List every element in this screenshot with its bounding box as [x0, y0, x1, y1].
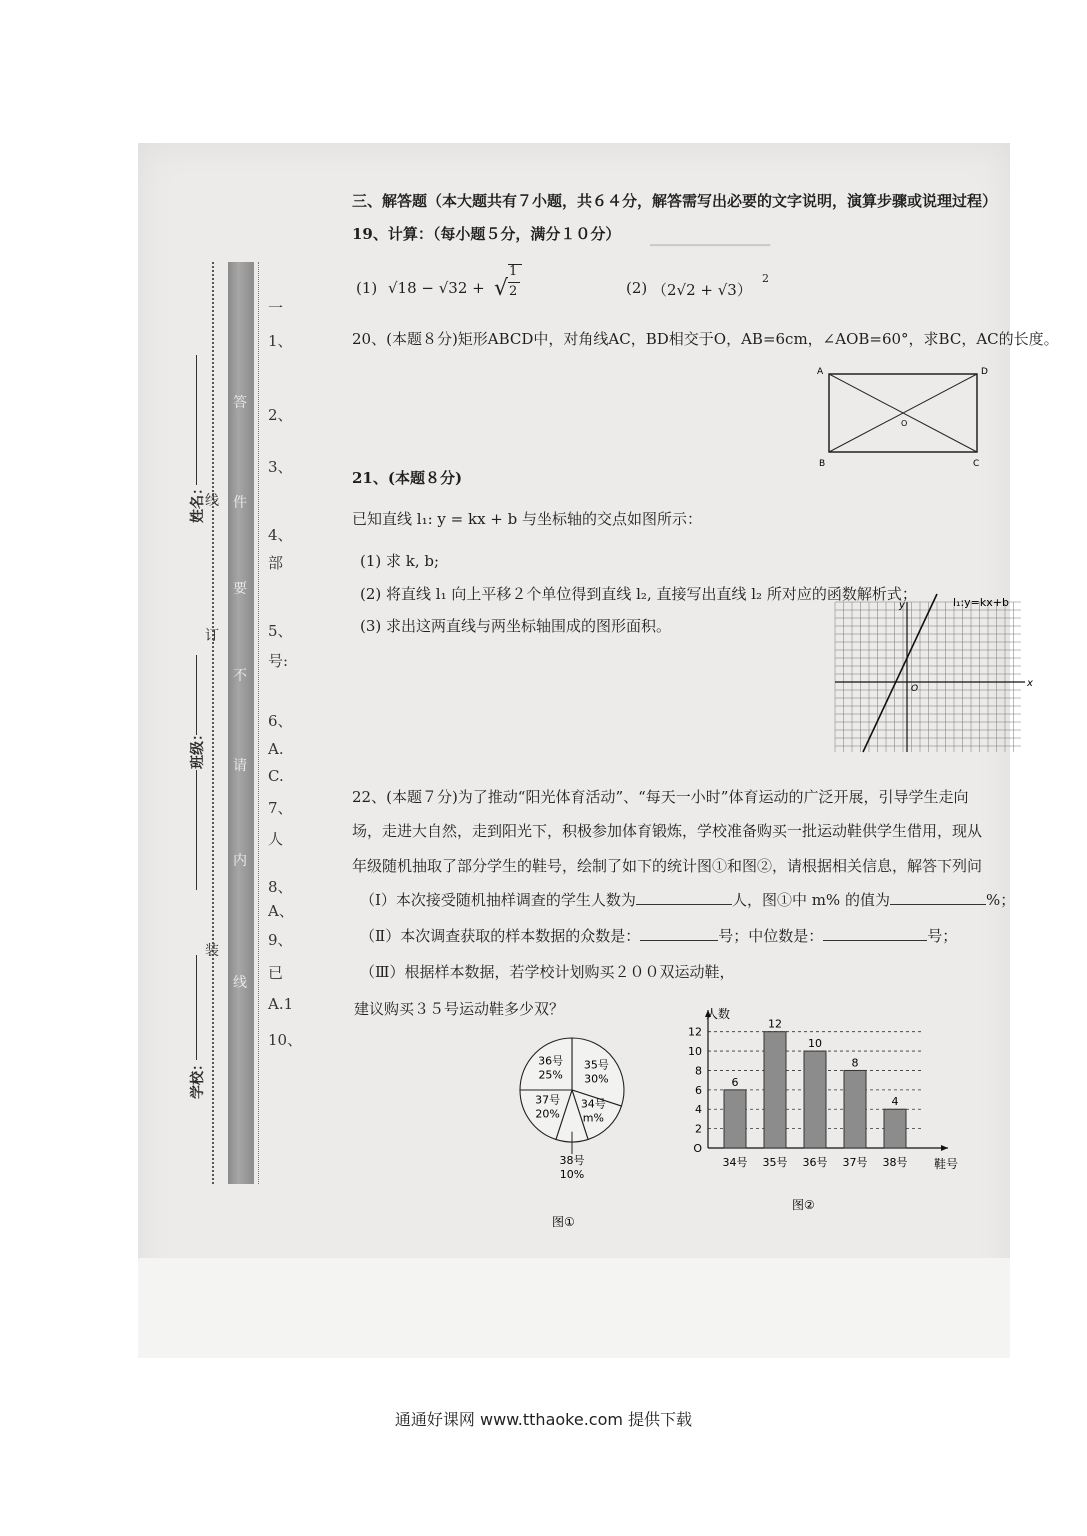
vertex-d: D — [981, 367, 988, 377]
answer-blank-mode[interactable] — [640, 926, 718, 941]
margin-line-number: A.1 — [268, 995, 294, 1013]
origin-label: O — [911, 684, 919, 694]
answer-blank-median[interactable] — [823, 926, 927, 941]
vertex-c: C — [973, 459, 980, 469]
margin-line-number: 人 — [268, 830, 284, 848]
q22-part3: （Ⅲ）根据样本数据，若学校计划购买２００双运动鞋， — [360, 963, 735, 981]
fraction-denominator: 2 — [509, 284, 518, 299]
bar-char: 答 — [233, 395, 247, 411]
bar-value-label: 4 — [891, 1095, 899, 1109]
bar-char: 内 — [233, 853, 247, 869]
answer-blank-percent[interactable] — [890, 890, 986, 905]
q21-title: 21、(本题８分) — [352, 469, 463, 487]
pie-slice-label: 36号 — [538, 1054, 564, 1068]
q21-intro: 已知直线 l₁: y = kx + b 与坐标轴的交点如图所示： — [352, 510, 703, 528]
section-header: 三、解答题（本大题共有７小题，共６４分，解答需写出必要的文字说明，演算步骤或说理过程） — [352, 192, 998, 210]
q22-line1: 22、(本题７分)为了推动“阳光体育活动”、“每天一小时”体育运动的广泛开展，引导学生走向 — [352, 788, 969, 806]
y-axis-label: y — [899, 600, 905, 611]
margin-line-number: 1、 — [268, 332, 293, 350]
fraction-numerator: 1 — [509, 264, 518, 279]
x-tick-label: 34号 — [722, 1156, 748, 1169]
q19-part1-expression: √18 − √32 + — [388, 279, 485, 297]
bar — [724, 1090, 746, 1148]
margin-line-number: 10、 — [268, 1031, 303, 1049]
number-fill-line — [196, 655, 197, 735]
q19-part2-exponent: 2 — [762, 272, 769, 285]
name-fill-line — [196, 355, 197, 485]
binding-dotted-line-inner — [258, 262, 259, 1184]
bar-char: 件 — [233, 495, 247, 511]
margin-line-number: 7、 — [268, 799, 293, 817]
vertex-a: A — [817, 367, 824, 377]
q19-part1-label: (1) — [356, 279, 378, 297]
q21-part2: (2) 将直线 l₁ 向上平移２个单位得到直线 l₂, 直接写出直线 l₂ 所对应的函数解析式； — [360, 585, 917, 603]
pie-slice-label: 38号 — [559, 1154, 585, 1167]
q22-line2: 场，走进大自然，走到阳光下，积极参加体育锻炼，学校准备购买一批运动鞋供学生借用，现从 — [352, 822, 983, 840]
page-fade-band — [138, 1258, 1010, 1358]
pie-slice-label: 30% — [584, 1072, 609, 1086]
bleed-through: ▁▁▁▁▁▁▁▁▁▁▁▁ — [650, 232, 770, 247]
dots-char: 装 — [205, 943, 219, 959]
q22-part2 — [360, 925, 957, 946]
q21-part1: (1) 求 k, b; — [360, 552, 440, 570]
pie-slice-label: 37号 — [535, 1093, 561, 1107]
margin-line-number: A. — [268, 740, 284, 758]
margin-line-number: A、 — [268, 902, 294, 920]
bar-char: 要 — [233, 581, 247, 597]
margin-line-number: 9、 — [268, 931, 293, 949]
y-tick-label: 4 — [695, 1103, 702, 1117]
bar — [764, 1032, 786, 1148]
margin-line-number: 已 — [268, 964, 284, 982]
x-tick-label: 35号 — [762, 1156, 788, 1169]
q20-text: 20、(本题８分)矩形ABCD中，对角线AC，BD相交于O，AB=6cm，∠AOB=60°，求BC，AC的长度。 — [352, 330, 1059, 348]
y-tick-label: 6 — [695, 1083, 702, 1097]
y-axis-title: 人数 — [706, 1007, 731, 1021]
margin-line-number: 4、 — [268, 526, 293, 544]
margin-line-number: C. — [268, 767, 284, 785]
dots-char: 订 — [205, 628, 219, 644]
pie-slice-label: 10% — [559, 1168, 585, 1181]
line-equation-label: l₁:y=kx+b — [953, 596, 1009, 609]
pie-slices — [520, 1038, 624, 1181]
y-tick-label: O — [693, 1142, 702, 1155]
x-tick-label: 37号 — [842, 1156, 868, 1169]
pie-caption: 图① — [552, 1215, 575, 1229]
school-label: 学校： — [190, 1057, 206, 1099]
q19-part2-expression: （2√2 + √3） — [652, 281, 752, 299]
pie-chart — [512, 1030, 652, 1230]
q22-part1-prefix: （Ⅰ）本次接受随机抽样调查的学生人数为 — [360, 891, 636, 909]
margin-line-number: 2、 — [268, 406, 293, 424]
class-label: 班级： — [190, 727, 206, 769]
dots-char: 线 — [205, 493, 219, 509]
x-axis-arrow — [941, 1145, 948, 1151]
q21-part3: (3) 求出这两直线与两坐标轴围成的图形面积。 — [360, 617, 672, 635]
rectangle-diagram — [815, 362, 995, 472]
q22-part2-middle: 号；中位数是： — [718, 927, 824, 945]
y-tick-label: 12 — [688, 1025, 702, 1039]
margin-line-number: 8、 — [268, 878, 293, 896]
x-axis-label: x — [1027, 678, 1033, 689]
pie-slice-label: 20% — [535, 1107, 560, 1121]
y-tick-label: 10 — [688, 1045, 702, 1059]
bar — [804, 1051, 826, 1148]
binding-dotted-line — [212, 262, 214, 1184]
bar-char: 不 — [233, 668, 247, 684]
margin-line-number: 6、 — [268, 712, 293, 730]
q22-line3: 年级随机抽取了部分学生的鞋号，绘制了如下的统计图①和图②，请根据相关信息，解答下列问 — [352, 857, 983, 875]
margin-line-number: 5、 — [268, 622, 293, 640]
pie-slice-label: m% — [582, 1111, 604, 1125]
q22-part1-end: %； — [985, 891, 1016, 909]
bar — [884, 1109, 906, 1148]
bar-char: 请 — [233, 758, 247, 774]
bar-char: 线 — [233, 975, 247, 991]
class-fill-line — [196, 770, 197, 890]
bar-chart-body — [688, 1006, 958, 1171]
line-graph — [825, 590, 1037, 760]
margin-line-number: 一 — [268, 299, 284, 317]
name-label: 姓名： — [190, 481, 206, 523]
line-l1 — [863, 594, 937, 752]
q22-part2-end: 号； — [927, 927, 958, 945]
q19-title: 19、计算：（每小题５分，满分１０分） — [352, 225, 621, 243]
answer-blank-count[interactable] — [636, 890, 732, 905]
bar-value-label: 6 — [731, 1075, 739, 1089]
x-axis-title: 鞋号 — [934, 1157, 959, 1171]
q19-fraction-sqrt: √ 1 2 — [494, 262, 524, 308]
school-fill-line — [196, 955, 197, 1060]
bar-value-label: 12 — [768, 1017, 782, 1031]
x-tick-label: 36号 — [802, 1156, 828, 1169]
margin-line-number: 号: — [268, 652, 289, 670]
q22-part1 — [360, 889, 1015, 910]
pie-slice-label: 25% — [538, 1068, 563, 1082]
center-o: O — [901, 419, 908, 428]
q19-part2-label: (2) — [626, 279, 648, 297]
bar-chart — [672, 1006, 972, 1216]
bar-value-label: 10 — [808, 1037, 822, 1051]
margin-line-number: 部 — [268, 554, 284, 572]
q22-part1-middle: 人，图①中 m% 的值为 — [731, 891, 890, 909]
pie-slice-label: 35号 — [583, 1058, 609, 1072]
q22-part2-prefix: （Ⅱ）本次调查获取的样本数据的众数是： — [360, 927, 641, 945]
vertex-b: B — [819, 459, 826, 469]
coordinate-grid — [835, 602, 1021, 752]
q22-part3-question: 建议购买３５号运动鞋多少双？ — [354, 1000, 565, 1018]
bar-value-label: 8 — [851, 1056, 859, 1070]
margin-line-number: 3、 — [268, 458, 293, 476]
y-tick-label: 2 — [695, 1122, 702, 1136]
pie-slice-label: 34号 — [580, 1097, 606, 1111]
footer-credit: 通通好课网 www.tthaoke.com 提供下载 — [394, 1410, 693, 1429]
x-tick-label: 38号 — [882, 1156, 908, 1169]
bar-caption: 图② — [792, 1198, 815, 1212]
y-tick-label: 8 — [695, 1064, 702, 1078]
bar — [844, 1070, 866, 1148]
